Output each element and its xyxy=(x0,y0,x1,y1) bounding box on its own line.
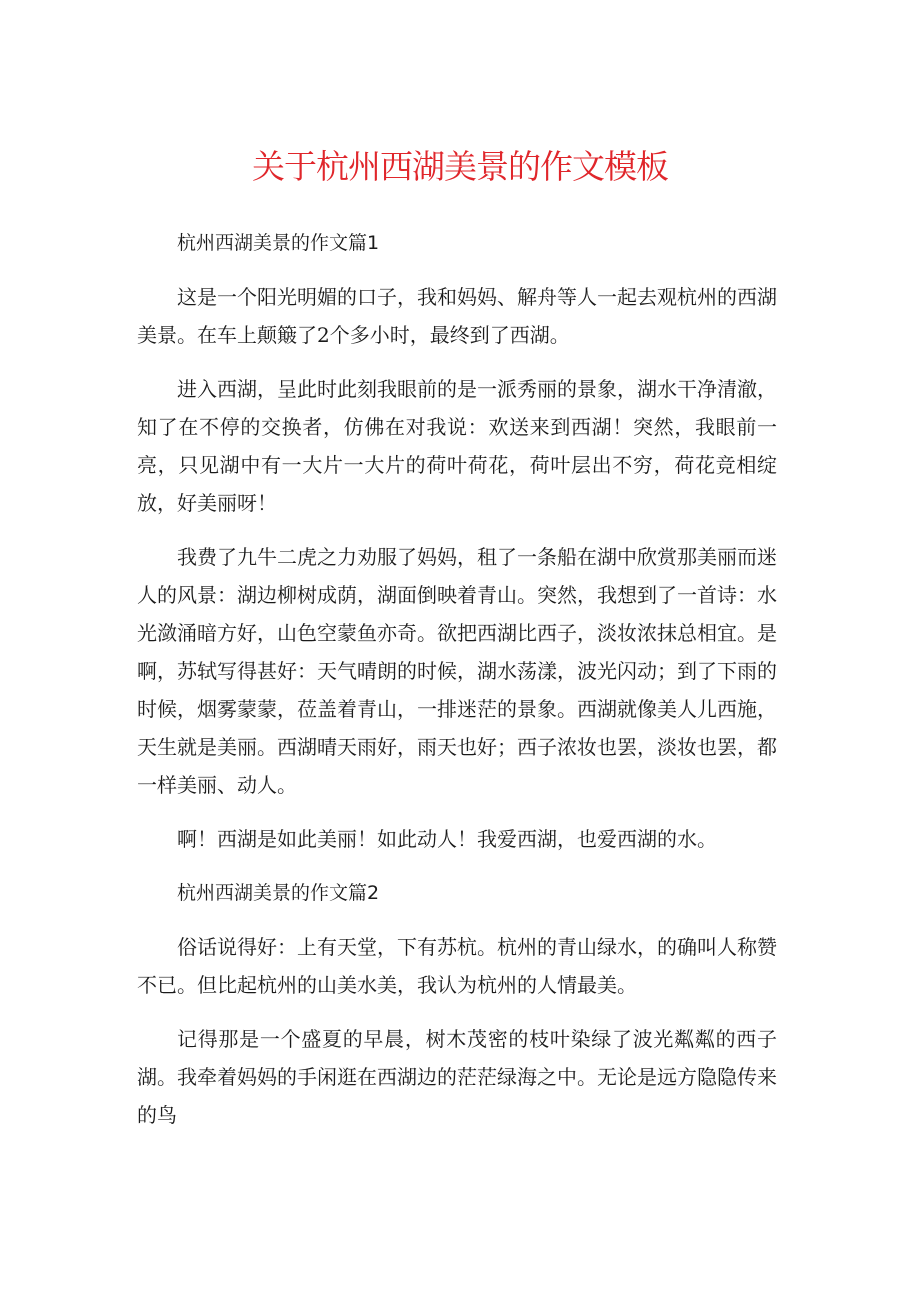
document-body xyxy=(137,224,777,1150)
paragraph: 啊！西湖是如此美丽！如此动人！我爱西湖，也爱西湖的水。 xyxy=(177,827,717,851)
paragraph: 这是一个阳光明媚的口子，我和妈妈、解舟等人一起去观杭州的西湖美景。在车上颠簸了2个多小时，最终到了西湖。 xyxy=(137,285,777,347)
paragraph: 进入西湖，呈此时此刻我眼前的是一派秀丽的景象，湖水干净清澈，知了在不停的交换者，仿佛在对我说：欢送来到西湖！突然，我眼前一亮，只见湖中有一大片一大片的荷叶荷花，荷叶层出不穷，荷花竞相绽放，好美丽呀！ xyxy=(137,377,777,515)
document-title: 关于杭州西湖美景的作文模板 xyxy=(252,147,668,186)
paragraph: 记得那是一个盛夏的早晨，树木茂密的枝叶染绿了波光粼粼的西子湖。我牵着妈妈的手闲逛在西湖边的茫茫绿海之中。无论是远方隐隐传来的鸟 xyxy=(137,1027,777,1127)
paragraph: 俗话说得好：上有天堂，下有苏杭。杭州的青山绿水，的确叫人称赞不已。但比起杭州的山美水美，我认为杭州的人情最美。 xyxy=(137,935,777,997)
paragraph: 我费了九牛二虎之力劝服了妈妈，租了一条船在湖中欣赏那美丽而迷人的风景：湖边柳树成荫，湖面倒映着青山。突然，我想到了一首诗：水光潋涌暗方好，山色空蒙鱼亦奇。欲把西湖比西子，淡妆浓抹总相宜。是啊，苏轼写得甚好：天气晴朗的时候，湖水荡漾，波光闪动；到了下雨的时候，烟雾蒙蒙，莅盖着青山，一排迷茫的景象。西湖就像美人儿西施，天生就是美丽。西湖晴天雨好，雨天也好；西子浓妆也罢，淡妆也罢，都一样美丽、动人。 xyxy=(137,545,777,797)
section-heading-1: 杭州西湖美景的作文篇1 xyxy=(177,232,380,254)
section-heading-2: 杭州西湖美景的作文篇2 xyxy=(177,882,380,904)
